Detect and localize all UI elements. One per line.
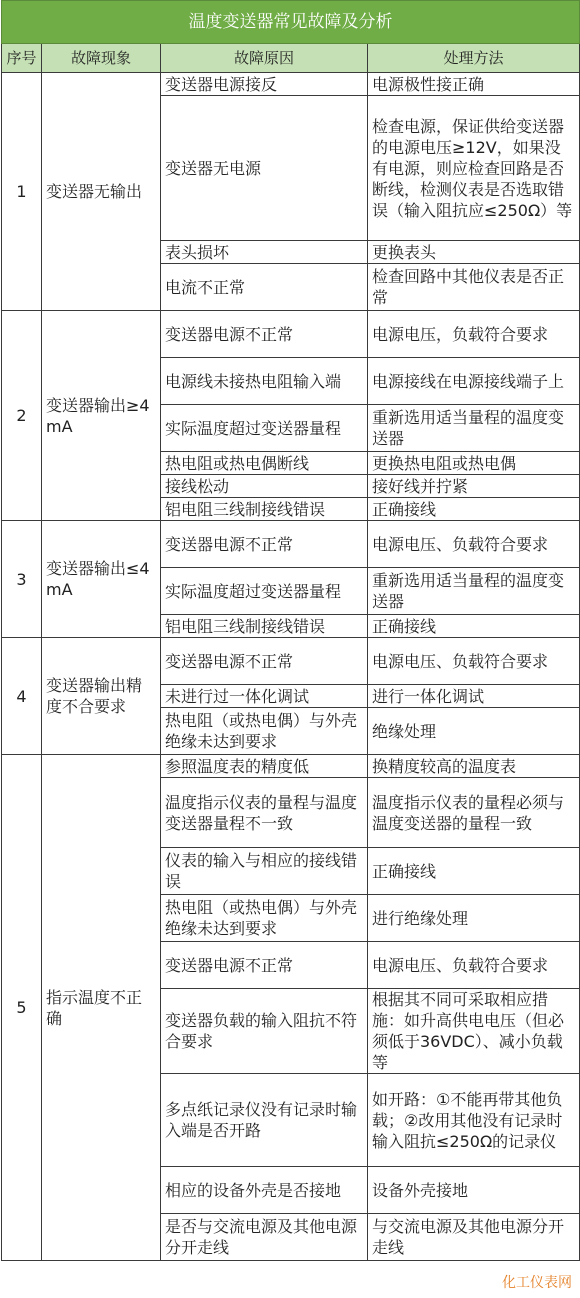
table-row: [2, 638, 580, 685]
fault-cause: 表头损坏: [161, 241, 368, 264]
fault-cause: 变送器负载的输入阻抗不符合要求: [161, 989, 368, 1074]
treatment-method: 根据其不同可采取相应措施：如升高供电电压（但必须低于36VDC）、减小负载等: [368, 989, 580, 1074]
treatment-method: 电源电压、负载符合要求: [368, 942, 580, 989]
fault-cause: 相应的设备外壳是否接地: [161, 1167, 368, 1214]
fault-cause: 仪表的输入与相应的接线错误: [161, 848, 368, 895]
table-row: [2, 311, 580, 358]
treatment-method: 电源接线在电源接线端子上: [368, 358, 580, 405]
treatment-method: 绝缘处理: [368, 708, 580, 755]
treatment-method: 设备外壳接地: [368, 1167, 580, 1214]
treatment-method: 更换热电阻或热电偶: [368, 452, 580, 475]
fault-cause: 热电阻或热电偶断线: [161, 452, 368, 475]
treatment-method: 电源电压，负载符合要求: [368, 311, 580, 358]
treatment-method: 电源电压、负载符合要求: [368, 521, 580, 568]
fault-phenomenon: 变送器输出≥4mA: [42, 311, 161, 521]
treatment-method: 检查回路中其他仪表是否正常: [368, 264, 580, 311]
fault-cause: 多点纸记录仪没有记录时输入端是否开路: [161, 1074, 368, 1167]
fault-cause: 电源线未接热电阻输入端: [161, 358, 368, 405]
fault-cause: 电流不正常: [161, 264, 368, 311]
fault-cause: 铝电阻三线制接线错误: [161, 615, 368, 638]
fault-cause: 实际温度超过变送器量程: [161, 568, 368, 615]
fault-table: [1, 0, 580, 1261]
fault-cause: 变送器电源接反: [161, 73, 368, 96]
treatment-method: 重新选用适当量程的温度变送器: [368, 568, 580, 615]
fault-cause: 变送器电源不正常: [161, 311, 368, 358]
row-number: 2: [2, 311, 42, 521]
treatment-method: 电源电压、负载符合要求: [368, 638, 580, 685]
treatment-method: 如开路：①不能再带其他负载；②改用其他没有记录时输入阻抗≤250Ω的记录仪: [368, 1074, 580, 1167]
row-number: 3: [2, 521, 42, 638]
treatment-method: 电源极性接正确: [368, 73, 580, 96]
row-number: 1: [2, 73, 42, 311]
treatment-method: 进行绝缘处理: [368, 895, 580, 942]
fault-cause: 变送器电源不正常: [161, 638, 368, 685]
header-num: 序号: [2, 44, 42, 73]
fault-phenomenon: 变送器输出精度不合要求: [42, 638, 161, 755]
title-row: [2, 1, 580, 44]
fault-phenomenon: 变送器无输出: [42, 73, 161, 311]
treatment-method: 温度指示仪表的量程必须与温度变送器的量程一致: [368, 778, 580, 848]
fault-cause: 实际温度超过变送器量程: [161, 405, 368, 452]
treatment-method: 正确接线: [368, 498, 580, 521]
fault-cause: 变送器电源不正常: [161, 942, 368, 989]
treatment-method: 换精度较高的温度表: [368, 755, 580, 778]
header-cause: 故障原因: [161, 44, 368, 73]
table-row: [2, 521, 580, 568]
treatment-method: 进行一体化调试: [368, 685, 580, 708]
fault-cause: 未进行过一体化调试: [161, 685, 368, 708]
fault-phenomenon: 变送器输出≤4mA: [42, 521, 161, 638]
treatment-method: 正确接线: [368, 848, 580, 895]
fault-cause: 是否与交流电源及其他电源分开走线: [161, 1214, 368, 1261]
fault-cause: 接线松动: [161, 475, 368, 498]
header-method: 处理方法: [368, 44, 580, 73]
fault-cause: 变送器无电源: [161, 96, 368, 241]
treatment-method: 正确接线: [368, 615, 580, 638]
fault-cause: 热电阻（或热电偶）与外壳绝缘未达到要求: [161, 708, 368, 755]
header-phenomenon: 故障现象: [42, 44, 161, 73]
fault-cause: 热电阻（或热电偶）与外壳绝缘未达到要求: [161, 895, 368, 942]
watermark: 化工仪表网: [502, 1275, 572, 1291]
treatment-method: 与交流电源及其他电源分开走线: [368, 1214, 580, 1261]
fault-phenomenon: 指示温度不正确: [42, 755, 161, 1261]
treatment-method: 更换表头: [368, 241, 580, 264]
treatment-method: 接好线并拧紧: [368, 475, 580, 498]
treatment-method: 检查电源，保证供给变送器的电源电压≥12V，如果没有电源，则应检查回路是否断线，检测仪表是否选取错误（输入阻抗应≤250Ω）等: [368, 96, 580, 241]
fault-cause: 参照温度表的精度低: [161, 755, 368, 778]
treatment-method: 重新选用适当量程的温度变送器: [368, 405, 580, 452]
fault-cause: 铝电阻三线制接线错误: [161, 498, 368, 521]
fault-cause: 变送器电源不正常: [161, 521, 368, 568]
fault-cause: 温度指示仪表的量程与温度变送器量程不一致: [161, 778, 368, 848]
header-row: [2, 44, 580, 73]
table-row: [2, 755, 580, 778]
row-number: 4: [2, 638, 42, 755]
table-row: [2, 73, 580, 96]
table-title: 温度变送器常见故障及分析: [2, 1, 580, 44]
row-number: 5: [2, 755, 42, 1261]
